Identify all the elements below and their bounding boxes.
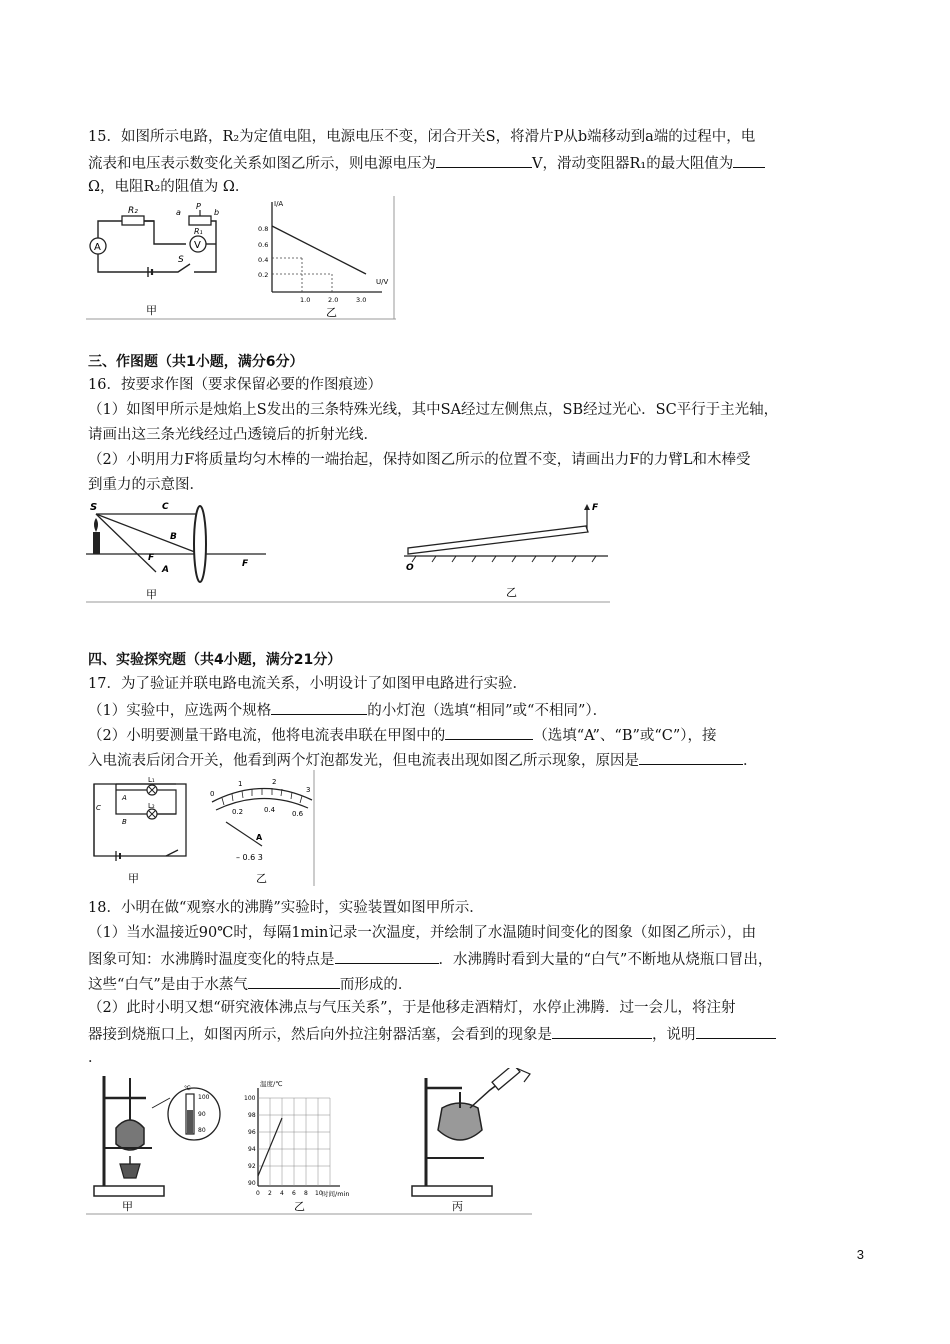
force-label: F — [592, 503, 599, 513]
caption-jia: 甲 — [122, 1200, 133, 1213]
q17-line4 — [88, 750, 758, 770]
x-axis-label: U/V — [376, 278, 389, 286]
q17-text: 的小灯泡（选填“相同”或“不相同”）． — [367, 703, 608, 719]
l2-label: L₂ — [148, 802, 155, 810]
q16-line5: 到重力的示意图． — [88, 477, 204, 493]
therm-tick: 100 — [198, 1094, 210, 1101]
q18-text: 器接到烧瓶口上，如图丙所示，然后向外拉注射器活塞，会看到的现象是 — [88, 1027, 552, 1043]
therm-unit: ℃ — [184, 1085, 191, 1092]
s-label: S — [90, 502, 98, 513]
q17-line1: 17．为了验证并联电路电流关系，小明设计了如图甲电路进行实验． — [88, 676, 527, 692]
q16-line3: 请画出这三条光线经过凸透镜后的折射光线． — [88, 427, 378, 443]
y-tick: 90 — [248, 1180, 256, 1187]
c-label: C — [162, 502, 169, 512]
dial-label: 3 — [306, 786, 311, 794]
section-3-title: 三、作图题（共1小题，满分6分） — [88, 354, 304, 370]
answer-blank[interactable] — [271, 700, 367, 715]
x-tick: 4 — [280, 1190, 284, 1197]
caption-jia: 甲 — [146, 304, 157, 317]
y-tick: 0.2 — [258, 271, 269, 279]
q15-figure — [86, 196, 396, 322]
q17-text: （选填“A”、“B”或“C”），接 — [533, 728, 717, 744]
q17-line2 — [88, 700, 607, 720]
q18-line3 — [88, 949, 772, 969]
y-tick: 0.6 — [258, 241, 269, 249]
ammeter-label: A — [94, 242, 101, 253]
q18-line6 — [88, 1024, 776, 1044]
y-axis-label: 温度/℃ — [260, 1080, 283, 1088]
ammeter-unit: A — [256, 833, 263, 842]
caption-yi: 乙 — [326, 306, 337, 319]
caption-yi: 乙 — [294, 1200, 305, 1213]
therm-tick: 80 — [198, 1127, 206, 1134]
q17-text: 入电流表后闭合开关，他看到两个灯泡都发光，但电流表出现如图乙所示现象，原因是 — [88, 753, 639, 769]
x-tick: 8 — [304, 1190, 308, 1197]
x-axis-label: 时间/min — [322, 1190, 350, 1198]
q18-text: 图象可知：水沸腾时温度变化的特点是 — [88, 952, 335, 968]
q18-line4 — [88, 974, 412, 994]
q17-text: （1）实验中，应选两个规格 — [88, 703, 272, 719]
y-tick: 100 — [244, 1095, 256, 1102]
r2-label: R₂ — [128, 206, 138, 216]
f-label: F — [148, 553, 155, 563]
b-label: B — [170, 532, 177, 542]
x-tick: 2 — [268, 1190, 272, 1197]
q18-text: 这些“白气”是由于水蒸气 — [88, 977, 248, 993]
y-tick: 0.4 — [258, 256, 269, 264]
q17-line3 — [88, 725, 717, 745]
y-tick: 0.8 — [258, 225, 269, 233]
l1-label: L₁ — [148, 776, 155, 784]
y-tick: 96 — [248, 1129, 256, 1136]
answer-blank[interactable] — [335, 949, 439, 964]
q16-line1: 16．按要求作图（要求保留必要的作图痕迹） — [88, 377, 382, 393]
x-tick: 2.0 — [328, 296, 339, 304]
answer-blank[interactable] — [696, 1024, 776, 1039]
q15-text-a: 流表和电压表示数变化关系如图乙所示，则电源电压为 — [88, 156, 436, 172]
dial-label: 2 — [272, 778, 277, 786]
q17-text: （2）小明要测量干路电流，他将电流表串联在甲图中的 — [88, 728, 446, 744]
answer-blank[interactable] — [436, 153, 532, 168]
q16-line4: （2）小明用力F将质量均匀木棒的一端抬起，保持如图乙所示的位置不变，请画出力F的力臂L和木棒受 — [88, 452, 751, 468]
caption-jia: 甲 — [146, 588, 157, 601]
x-tick: 3.0 — [356, 296, 367, 304]
q15-line2 — [88, 153, 765, 173]
q18-text: ，说明 — [652, 1027, 696, 1043]
caption-bing: 丙 — [452, 1200, 463, 1213]
y-axis-label: I/A — [274, 200, 284, 208]
o-label: O — [406, 563, 414, 573]
caption-yi: 乙 — [506, 586, 517, 599]
dial-label: 0 — [210, 790, 215, 798]
answer-blank[interactable] — [552, 1024, 652, 1039]
x-tick: 6 — [292, 1190, 296, 1197]
dial-label: 1 — [238, 780, 243, 788]
a-label: A — [122, 794, 127, 802]
dial-label: 0.6 — [292, 810, 304, 818]
q18-figure — [86, 1068, 534, 1216]
q15-text-b: V，滑动变阻器R₁的最大阻值为 — [532, 156, 734, 172]
c-label: C — [96, 804, 101, 812]
q16-line2: （1）如图甲所示是烛焰上S发出的三条特殊光线，其中SA经过左侧焦点，SB经过光心．SC平行于主光轴， — [88, 402, 779, 418]
x-tick: 10 — [315, 1190, 323, 1197]
a-label: A — [162, 565, 169, 575]
answer-blank[interactable] — [248, 974, 340, 989]
y-tick: 98 — [248, 1112, 256, 1119]
y-tick: 92 — [248, 1163, 256, 1170]
p-label: P — [196, 202, 201, 211]
q17-figure — [86, 770, 318, 888]
terminals-label: – 0.6 3 — [236, 853, 263, 862]
answer-blank[interactable] — [733, 153, 765, 168]
r1-label: R₁ — [194, 227, 203, 236]
therm-tick: 90 — [198, 1111, 206, 1118]
q18-line5: （2）此时小明又想“研究液体沸点与气压关系”，于是他移走酒精灯，水停止沸腾．过一会儿，将注射 — [88, 1000, 736, 1016]
switch-label: S — [178, 255, 184, 265]
q18-line2: （1）当水温接近90℃时，每隔1min记录一次温度，并绘制了水温随时间变化的图象（如图乙所示），由 — [88, 925, 757, 941]
section-4-title: 四、实验探究题（共4小题，满分21分） — [88, 652, 342, 668]
voltmeter-label: V — [194, 240, 201, 251]
q17-text: ． — [743, 753, 758, 769]
f-right-label: F — [242, 559, 249, 569]
caption-yi: 乙 — [256, 872, 267, 885]
q15-line1: 15．如图所示电路，R₂为定值电阻，电源电压不变，闭合开关S，将滑片P从b端移动到a端的过程中，电 — [88, 129, 756, 145]
caption-jia: 甲 — [128, 872, 139, 885]
q18-line7: ． — [88, 1050, 103, 1066]
y-tick: 94 — [248, 1146, 256, 1153]
x-tick: 0 — [256, 1190, 260, 1197]
dial-label: 0.2 — [232, 808, 244, 816]
q18-text: 而形成的． — [339, 977, 413, 993]
x-tick: 1.0 — [300, 296, 311, 304]
a-label: a — [176, 208, 181, 217]
answer-blank[interactable] — [445, 725, 533, 740]
answer-blank[interactable] — [639, 750, 743, 765]
q16-figure — [86, 496, 612, 604]
b-label: B — [122, 818, 127, 826]
b-label: b — [214, 208, 220, 217]
q18-line1: 18．小明在做“观察水的沸腾”实验时，实验装置如图甲所示． — [88, 900, 484, 916]
q18-text: ．水沸腾时看到大量的“白气”不断地从烧瓶口冒出， — [438, 952, 773, 968]
page-number: 3 — [856, 1247, 864, 1262]
dial-label: 0.4 — [264, 806, 276, 814]
q15-line3: Ω，电阻R₂的阻值为 Ω． — [88, 179, 250, 195]
